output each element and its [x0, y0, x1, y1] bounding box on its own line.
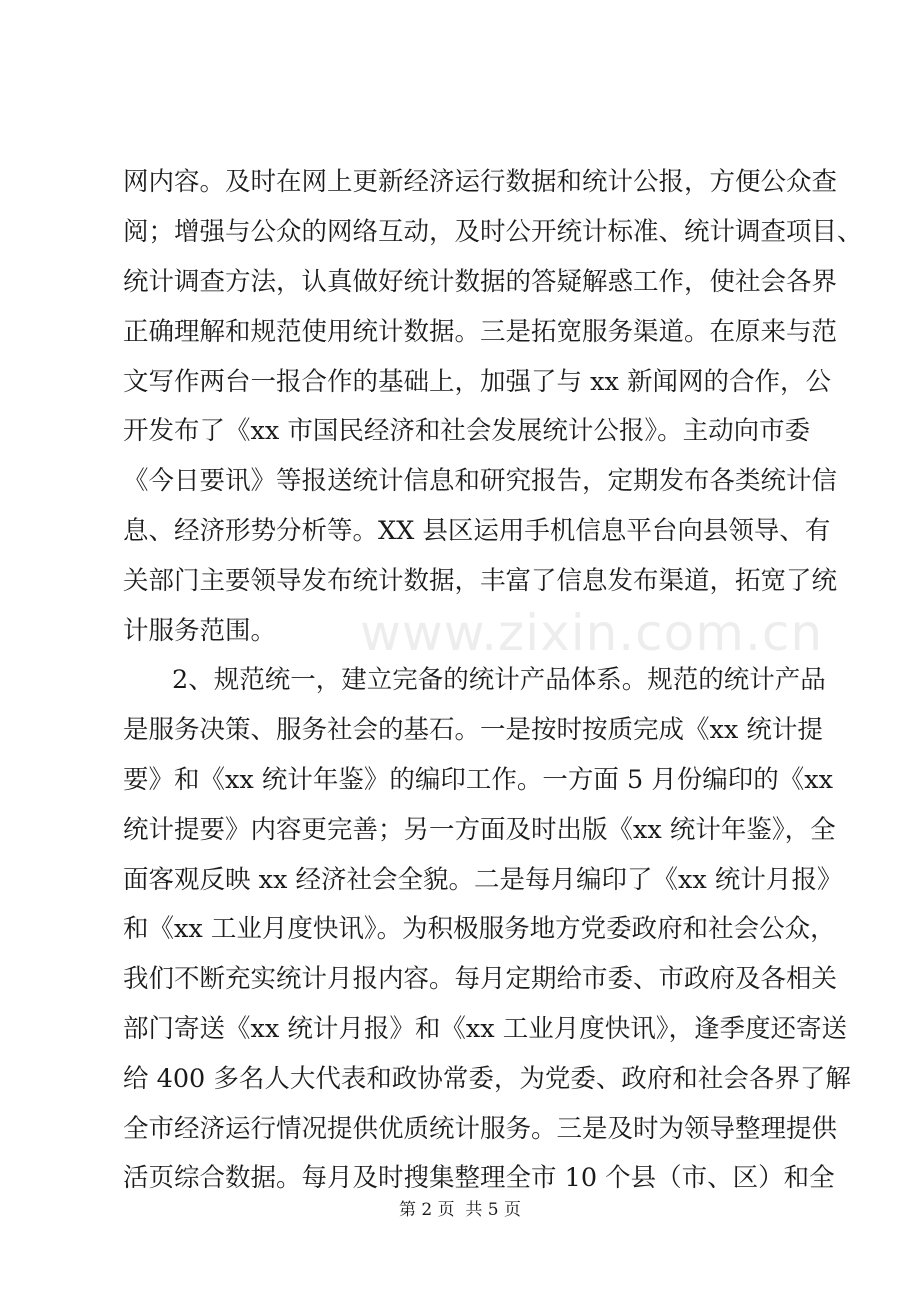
text-line: 正确理解和规范使用统计数据。三是拓宽服务渠道。在原来与范 [123, 317, 838, 347]
text-line: 文写作两台一报合作的基础上，加强了与 xx 新闻网的合作，公 [123, 367, 831, 397]
text-line: 面客观反映 xx 经济社会全貌。二是每月编印了《xx 统计月报》 [123, 865, 843, 895]
text-line: 2、规范统一，建立完备的统计产品体系。规范的统计产品 [172, 665, 826, 695]
text-line: 是服务决策、服务社会的基石。一是按时按质完成《xx 统计提 [123, 715, 823, 745]
text-line: 活页综合数据。每月及时搜集整理全市 10 个县（市、区）和全 [123, 1163, 835, 1193]
text-line: 全市经济运行情况提供优质统计服务。三是及时为领导整理提供 [123, 1114, 838, 1144]
text-line: 息、经济形势分析等。XX 县区运用手机信息平台向县领导、有 [123, 516, 831, 546]
text-line: 要》和《xx 统计年鉴》的编印工作。一方面 5 月份编印的《xx [123, 765, 834, 795]
text-line: 开发布了《xx 市国民经济和社会发展统计公报》。主动向市委 [123, 416, 811, 446]
text-line: 部门寄送《xx 统计月报》和《xx 工业月度快讯》，逢季度还寄送 [123, 1014, 847, 1044]
text-line: 计服务范围。 [123, 616, 277, 646]
text-line: 统计调查方法，认真做好统计数据的答疑解惑工作，使社会各界 [123, 267, 838, 297]
text-line: 统计提要》内容更完善；另一方面及时出版《xx 统计年鉴》，全 [123, 815, 836, 845]
text-line: 阅；增强与公众的网络互动，及时公开统计标准、统计调查项目、 [123, 217, 863, 247]
text-line: 网内容。及时在网上更新经济运行数据和统计公报，方便公众查 [123, 167, 838, 197]
text-line: 我们不断充实统计月报内容。每月定期给市委、市政府及各相关 [123, 964, 838, 994]
text-line: 关部门主要领导发布统计数据，丰富了信息发布渠道，拓宽了统 [123, 566, 838, 596]
watermark: www.zixin.com.cn [360, 604, 824, 662]
page-number-footer: 第 2 页 共 5 页 [398, 1200, 522, 1220]
text-line: 和《xx 工业月度快讯》。为积极服务地方党委政府和社会公众， [123, 914, 836, 944]
text-line: 《今日要讯》等报送统计信息和研究报告，定期发布各类统计信 [123, 466, 838, 496]
text-line: 给 400 多名人大代表和政协常委，为党委、政府和社会各界了解 [123, 1064, 851, 1094]
